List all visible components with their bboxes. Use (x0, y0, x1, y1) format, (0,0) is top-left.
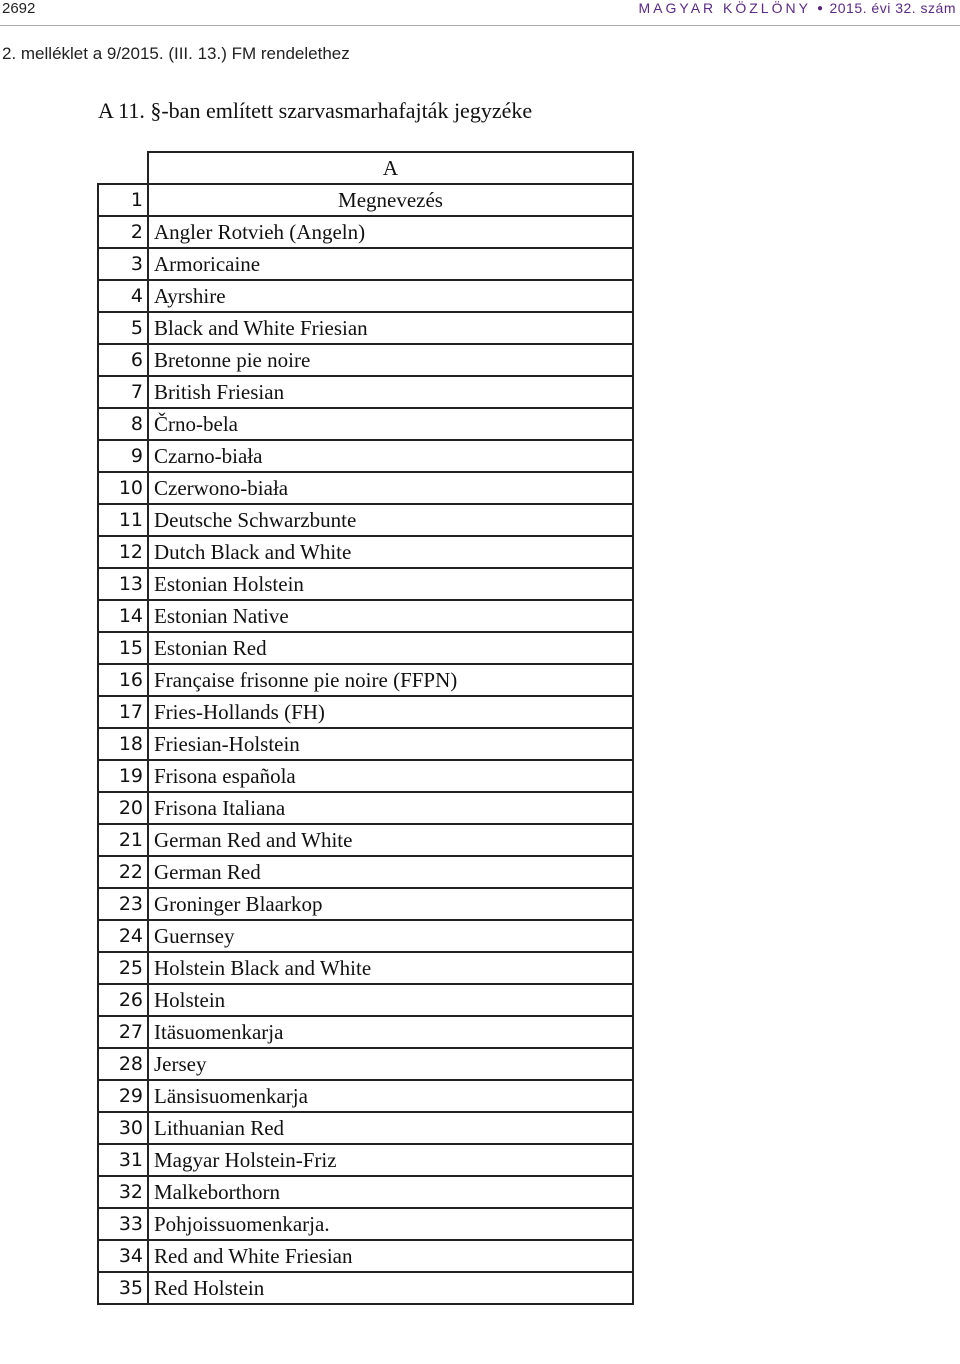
row-number: 33 (98, 1208, 148, 1240)
table-row (98, 248, 633, 280)
breed-name: Black and White Friesian (148, 312, 633, 344)
breed-name: Holstein (148, 984, 633, 1016)
bullet-separator-icon: ● (816, 3, 824, 14)
issue-number: 2015. évi 32. szám (829, 0, 956, 16)
breed-name: Red Holstein (148, 1272, 633, 1304)
breed-name: Länsisuomenkarja (148, 1080, 633, 1112)
row-number: 15 (98, 632, 148, 664)
table-row (98, 632, 633, 664)
table-row (98, 792, 633, 824)
breed-name: Estonian Native (148, 600, 633, 632)
breed-name: Estonian Red (148, 632, 633, 664)
table-row (98, 1176, 633, 1208)
breed-name: Fries-Hollands (FH) (148, 696, 633, 728)
table-row (98, 376, 633, 408)
breed-name: Frisona Italiana (148, 792, 633, 824)
breed-name: Angler Rotvieh (Angeln) (148, 216, 633, 248)
table-row (98, 1048, 633, 1080)
row-number: 4 (98, 280, 148, 312)
table-row (98, 280, 633, 312)
row-number: 17 (98, 696, 148, 728)
breed-name: Française frisonne pie noire (FFPN) (148, 664, 633, 696)
row-number: 16 (98, 664, 148, 696)
table-row (98, 696, 633, 728)
breed-name: Dutch Black and White (148, 536, 633, 568)
breed-name: Deutsche Schwarzbunte (148, 504, 633, 536)
table-row (98, 1144, 633, 1176)
breed-name: Czarno-biała (148, 440, 633, 472)
row-number: 23 (98, 888, 148, 920)
journal-name: MAGYAR KÖZLÖNY (638, 0, 811, 16)
row-number: 22 (98, 856, 148, 888)
table-row (98, 824, 633, 856)
header-row (98, 184, 633, 216)
table-row (98, 440, 633, 472)
breed-name: Lithuanian Red (148, 1112, 633, 1144)
breed-name: Bretonne pie noire (148, 344, 633, 376)
row-number: 31 (98, 1144, 148, 1176)
table-row (98, 472, 633, 504)
breed-name: Guernsey (148, 920, 633, 952)
row-number: 6 (98, 344, 148, 376)
table-row (98, 856, 633, 888)
breed-name: Malkeborthorn (148, 1176, 633, 1208)
breed-name: Armoricaine (148, 248, 633, 280)
row-number: 7 (98, 376, 148, 408)
table-row (98, 536, 633, 568)
journal-header (639, 0, 957, 16)
column-header: Megnevezés (148, 184, 633, 216)
breed-name: Red and White Friesian (148, 1240, 633, 1272)
row-number: 3 (98, 248, 148, 280)
breed-name: German Red (148, 856, 633, 888)
table-row (98, 600, 633, 632)
document-title: A 11. §-ban említett szarvasmarhafajták jegyzéke (98, 98, 533, 123)
table-row (98, 1240, 633, 1272)
table-row (98, 1080, 633, 1112)
breed-name: Friesian-Holstein (148, 728, 633, 760)
breed-name: Groninger Blaarkop (148, 888, 633, 920)
table-row (98, 1208, 633, 1240)
row-number: 25 (98, 952, 148, 984)
row-number: 34 (98, 1240, 148, 1272)
row-number: 20 (98, 792, 148, 824)
table-row (98, 760, 633, 792)
row-number: 18 (98, 728, 148, 760)
column-letter-row (98, 152, 633, 184)
row-number: 2 (98, 216, 148, 248)
table-row (98, 408, 633, 440)
table-row (98, 1016, 633, 1048)
table-row (98, 952, 633, 984)
table-row (98, 1272, 633, 1304)
table-row (98, 504, 633, 536)
corner-cell (98, 152, 148, 184)
row-number: 29 (98, 1080, 148, 1112)
table-row (98, 728, 633, 760)
row-number: 19 (98, 760, 148, 792)
row-number: 10 (98, 472, 148, 504)
breed-name: Črno-bela (148, 408, 633, 440)
breed-name: Pohjoissuomenkarja. (148, 1208, 633, 1240)
breed-name: Magyar Holstein-Friz (148, 1144, 633, 1176)
table-row (98, 984, 633, 1016)
column-letter: A (148, 152, 633, 184)
row-number: 24 (98, 920, 148, 952)
breed-name: German Red and White (148, 824, 633, 856)
breed-name: Jersey (148, 1048, 633, 1080)
row-number: 12 (98, 536, 148, 568)
table-row (98, 920, 633, 952)
breed-table (97, 151, 634, 1305)
table-row (98, 216, 633, 248)
breed-name: Ayrshire (148, 280, 633, 312)
row-number: 30 (98, 1112, 148, 1144)
table-row (98, 664, 633, 696)
table-row (98, 1112, 633, 1144)
breed-name: Estonian Holstein (148, 568, 633, 600)
row-number: 9 (98, 440, 148, 472)
breed-name: Itäsuomenkarja (148, 1016, 633, 1048)
row-number: 11 (98, 504, 148, 536)
row-number: 8 (98, 408, 148, 440)
row-number: 26 (98, 984, 148, 1016)
breed-name: Holstein Black and White (148, 952, 633, 984)
row-number: 28 (98, 1048, 148, 1080)
page-number: 2692 (2, 0, 36, 17)
table-row (98, 312, 633, 344)
row-number: 14 (98, 600, 148, 632)
row-number: 27 (98, 1016, 148, 1048)
row-number: 35 (98, 1272, 148, 1304)
row-number: 13 (98, 568, 148, 600)
breed-name: British Friesian (148, 376, 633, 408)
row-number: 32 (98, 1176, 148, 1208)
header-divider (0, 25, 960, 26)
breed-name: Czerwono-biała (148, 472, 633, 504)
table-row (98, 344, 633, 376)
row-number: 1 (98, 184, 148, 216)
annex-label: 2. melléklet a 9/2015. (III. 13.) FM rendelethez (2, 44, 350, 63)
table-row (98, 888, 633, 920)
row-number: 21 (98, 824, 148, 856)
table-row (98, 568, 633, 600)
row-number: 5 (98, 312, 148, 344)
breed-name: Frisona española (148, 760, 633, 792)
